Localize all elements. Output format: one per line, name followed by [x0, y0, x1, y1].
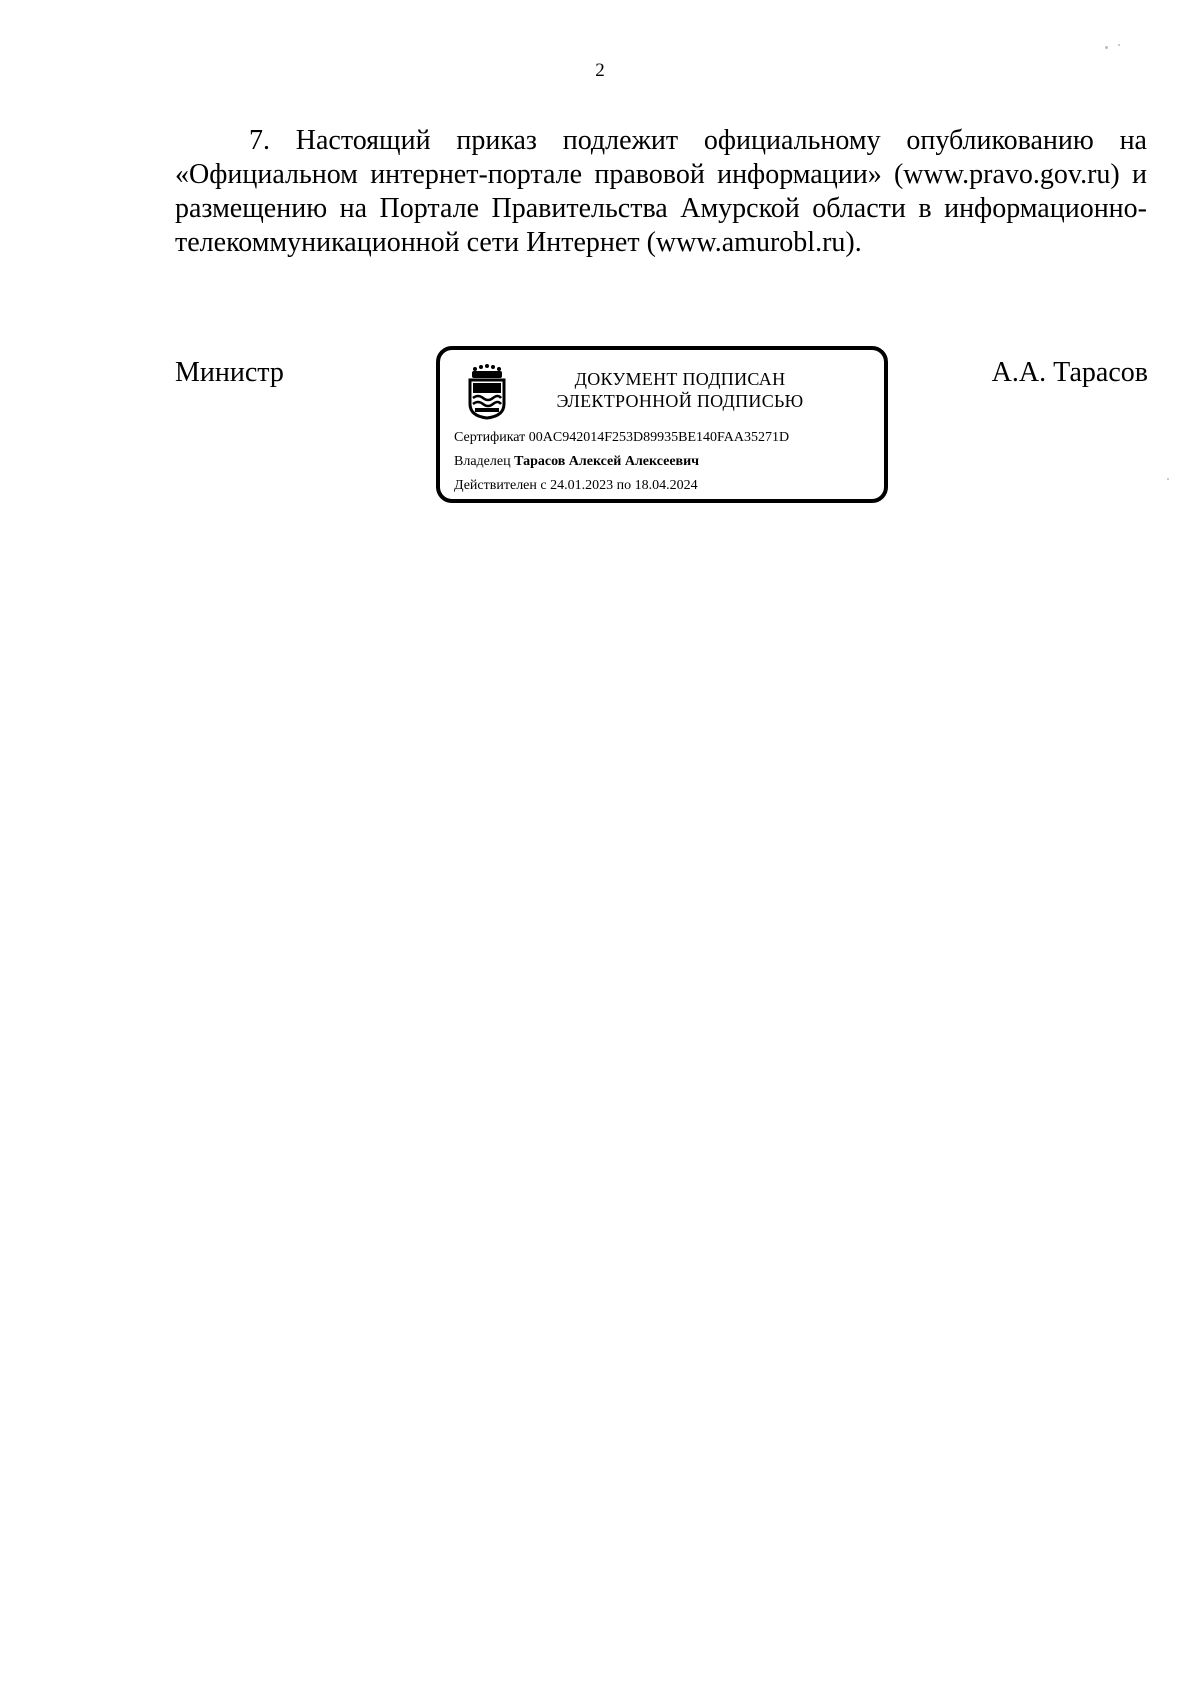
signatory-title: Министр	[175, 357, 284, 388]
electronic-signature-stamp	[436, 346, 888, 503]
certificate-label: Сертификат	[454, 430, 526, 445]
stamp-header-line2: ЭЛЕКТРОННОЙ ПОДПИСЬЮ	[556, 391, 804, 411]
validity-line	[454, 478, 698, 494]
validity-to-label: по	[616, 478, 632, 493]
coat-of-arms-icon	[466, 364, 508, 420]
validity-from-label: с	[540, 478, 547, 493]
stamp-header	[520, 368, 840, 412]
scan-speck	[1105, 46, 1108, 49]
stamp-header-line1: ДОКУМЕНТ ПОДПИСАН	[574, 369, 786, 389]
certificate-line	[454, 430, 789, 446]
validity-to-date: 18.04.2024	[634, 478, 698, 493]
order-paragraph-7: 7. Настоящий приказ подлежит официальному опубликованию на «Официальном интернет-портале правовой информации» (www.pravo.gov.ru) и размещению на Портале Правительства Амурской области в информационно-телекоммуникационной сети Интернет (www.amurobl.ru).	[175, 125, 1147, 258]
scan-speck	[1118, 44, 1120, 46]
owner-label: Владелец	[454, 454, 511, 469]
validity-label: Действителен	[454, 478, 537, 493]
scan-speck	[1167, 478, 1169, 480]
owner-value: Тарасов Алексей Алексеевич	[514, 454, 700, 469]
signatory-name: А.А. Тарасов	[991, 357, 1148, 388]
owner-line	[454, 454, 699, 470]
validity-from-date: 24.01.2023	[550, 478, 614, 493]
certificate-value: 00AC942014F253D89935BE140FAA35271D	[528, 430, 790, 445]
page-number: 2	[595, 60, 605, 81]
